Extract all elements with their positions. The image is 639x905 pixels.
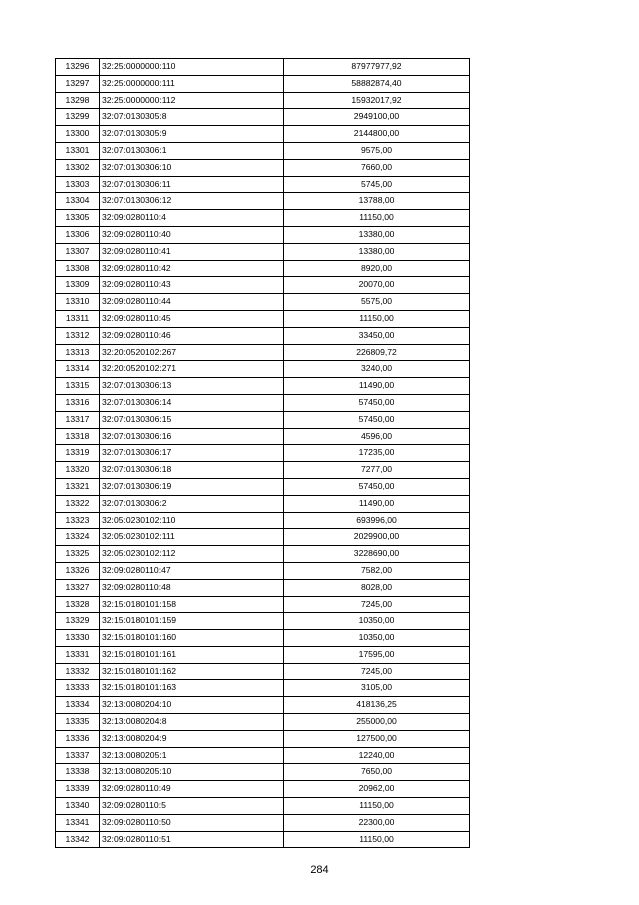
cadastral-number-cell: 32:05:0230102:112 xyxy=(100,546,284,563)
table-row xyxy=(56,126,470,143)
cadastral-number-cell: 32:07:0130306:18 xyxy=(100,462,284,479)
value-cell: 2144800,00 xyxy=(284,126,470,143)
cadastral-number-cell: 32:15:0180101:158 xyxy=(100,596,284,613)
cadastral-number-cell: 32:07:0130306:15 xyxy=(100,411,284,428)
row-number-cell: 13306 xyxy=(56,226,100,243)
row-number-cell: 13341 xyxy=(56,814,100,831)
table-row xyxy=(56,445,470,462)
value-cell: 15932017,92 xyxy=(284,92,470,109)
table-row xyxy=(56,59,470,76)
row-number-cell: 13312 xyxy=(56,327,100,344)
value-cell: 33450,00 xyxy=(284,327,470,344)
value-cell: 22300,00 xyxy=(284,814,470,831)
table-row xyxy=(56,92,470,109)
row-number-cell: 13327 xyxy=(56,579,100,596)
row-number-cell: 13324 xyxy=(56,529,100,546)
value-cell: 57450,00 xyxy=(284,394,470,411)
table-row xyxy=(56,310,470,327)
table-row xyxy=(56,75,470,92)
table-row xyxy=(56,142,470,159)
value-cell: 58882874,40 xyxy=(284,75,470,92)
row-number-cell: 13313 xyxy=(56,344,100,361)
cadastral-number-cell: 32:09:0280110:44 xyxy=(100,294,284,311)
row-number-cell: 13326 xyxy=(56,562,100,579)
row-number-cell: 13318 xyxy=(56,428,100,445)
table-row xyxy=(56,831,470,848)
value-cell: 10350,00 xyxy=(284,630,470,647)
value-cell: 10350,00 xyxy=(284,613,470,630)
table-row xyxy=(56,176,470,193)
table-row xyxy=(56,512,470,529)
cadastral-number-cell: 32:05:0230102:111 xyxy=(100,529,284,546)
row-number-cell: 13310 xyxy=(56,294,100,311)
cadastral-number-cell: 32:13:0080204:10 xyxy=(100,697,284,714)
row-number-cell: 13322 xyxy=(56,495,100,512)
row-number-cell: 13317 xyxy=(56,411,100,428)
table-row xyxy=(56,210,470,227)
table-row xyxy=(56,361,470,378)
value-cell: 8920,00 xyxy=(284,260,470,277)
value-cell: 17595,00 xyxy=(284,646,470,663)
value-cell: 7660,00 xyxy=(284,159,470,176)
cadastral-number-cell: 32:05:0230102:110 xyxy=(100,512,284,529)
table-row xyxy=(56,579,470,596)
row-number-cell: 13329 xyxy=(56,613,100,630)
table-row xyxy=(56,781,470,798)
table-row xyxy=(56,546,470,563)
row-number-cell: 13335 xyxy=(56,714,100,731)
table-row xyxy=(56,596,470,613)
cadastral-number-cell: 32:07:0130306:2 xyxy=(100,495,284,512)
row-number-cell: 13302 xyxy=(56,159,100,176)
table-row xyxy=(56,226,470,243)
row-number-cell: 13339 xyxy=(56,781,100,798)
table-row xyxy=(56,562,470,579)
value-cell: 127500,00 xyxy=(284,730,470,747)
data-table xyxy=(55,58,470,848)
cadastral-number-cell: 32:09:0280110:40 xyxy=(100,226,284,243)
row-number-cell: 13308 xyxy=(56,260,100,277)
row-number-cell: 13315 xyxy=(56,378,100,395)
value-cell: 13380,00 xyxy=(284,226,470,243)
table-row xyxy=(56,428,470,445)
row-number-cell: 13325 xyxy=(56,546,100,563)
value-cell: 57450,00 xyxy=(284,411,470,428)
table-row xyxy=(56,730,470,747)
row-number-cell: 13340 xyxy=(56,798,100,815)
cadastral-number-cell: 32:09:0280110:43 xyxy=(100,277,284,294)
value-cell: 57450,00 xyxy=(284,478,470,495)
row-number-cell: 13333 xyxy=(56,680,100,697)
table-row xyxy=(56,378,470,395)
value-cell: 2029900,00 xyxy=(284,529,470,546)
cadastral-number-cell: 32:07:0130305:8 xyxy=(100,109,284,126)
cadastral-number-cell: 32:09:0280110:42 xyxy=(100,260,284,277)
cadastral-number-cell: 32:25:0000000:112 xyxy=(100,92,284,109)
value-cell: 7277,00 xyxy=(284,462,470,479)
table-row xyxy=(56,764,470,781)
row-number-cell: 13311 xyxy=(56,310,100,327)
value-cell: 11150,00 xyxy=(284,310,470,327)
cadastral-number-cell: 32:13:0080204:9 xyxy=(100,730,284,747)
cadastral-number-cell: 32:09:0280110:50 xyxy=(100,814,284,831)
row-number-cell: 13321 xyxy=(56,478,100,495)
table-row xyxy=(56,814,470,831)
cadastral-number-cell: 32:20:0520102:271 xyxy=(100,361,284,378)
row-number-cell: 13332 xyxy=(56,663,100,680)
cadastral-number-cell: 32:09:0280110:46 xyxy=(100,327,284,344)
cadastral-number-cell: 32:09:0280110:48 xyxy=(100,579,284,596)
cadastral-number-cell: 32:09:0280110:4 xyxy=(100,210,284,227)
row-number-cell: 13316 xyxy=(56,394,100,411)
table-row xyxy=(56,159,470,176)
table-row xyxy=(56,243,470,260)
table-row xyxy=(56,663,470,680)
value-cell: 7245,00 xyxy=(284,596,470,613)
page-number: 284 xyxy=(310,864,329,876)
value-cell: 7650,00 xyxy=(284,764,470,781)
cadastral-number-cell: 32:07:0130306:19 xyxy=(100,478,284,495)
cadastral-number-cell: 32:07:0130306:17 xyxy=(100,445,284,462)
row-number-cell: 13303 xyxy=(56,176,100,193)
value-cell: 20962,00 xyxy=(284,781,470,798)
value-cell: 20070,00 xyxy=(284,277,470,294)
row-number-cell: 13320 xyxy=(56,462,100,479)
table-row xyxy=(56,714,470,731)
row-number-cell: 13330 xyxy=(56,630,100,647)
cadastral-number-cell: 32:07:0130306:13 xyxy=(100,378,284,395)
value-cell: 17235,00 xyxy=(284,445,470,462)
cadastral-number-cell: 32:07:0130306:12 xyxy=(100,193,284,210)
value-cell: 9575,00 xyxy=(284,142,470,159)
row-number-cell: 13309 xyxy=(56,277,100,294)
value-cell: 11490,00 xyxy=(284,378,470,395)
cadastral-number-cell: 32:25:0000000:110 xyxy=(100,59,284,76)
table-row xyxy=(56,529,470,546)
row-number-cell: 13328 xyxy=(56,596,100,613)
cadastral-number-cell: 32:07:0130306:14 xyxy=(100,394,284,411)
cadastral-number-cell: 32:09:0280110:5 xyxy=(100,798,284,815)
cadastral-number-cell: 32:09:0280110:45 xyxy=(100,310,284,327)
value-cell: 11150,00 xyxy=(284,798,470,815)
cadastral-number-cell: 32:13:0080205:10 xyxy=(100,764,284,781)
cadastral-number-cell: 32:15:0180101:161 xyxy=(100,646,284,663)
value-cell: 5745,00 xyxy=(284,176,470,193)
table-row xyxy=(56,697,470,714)
row-number-cell: 13323 xyxy=(56,512,100,529)
table-row xyxy=(56,109,470,126)
cadastral-number-cell: 32:15:0180101:162 xyxy=(100,663,284,680)
cadastral-number-cell: 32:13:0080205:1 xyxy=(100,747,284,764)
cadastral-number-cell: 32:09:0280110:49 xyxy=(100,781,284,798)
row-number-cell: 13334 xyxy=(56,697,100,714)
row-number-cell: 13307 xyxy=(56,243,100,260)
table-row xyxy=(56,327,470,344)
row-number-cell: 13338 xyxy=(56,764,100,781)
table-row xyxy=(56,630,470,647)
cadastral-number-cell: 32:09:0280110:51 xyxy=(100,831,284,848)
value-cell: 693996,00 xyxy=(284,512,470,529)
cadastral-number-cell: 32:20:0520102:267 xyxy=(100,344,284,361)
row-number-cell: 13314 xyxy=(56,361,100,378)
table-row xyxy=(56,747,470,764)
table-row xyxy=(56,462,470,479)
cadastral-number-cell: 32:25:0000000:111 xyxy=(100,75,284,92)
table-row xyxy=(56,294,470,311)
cadastral-number-cell: 32:13:0080204:8 xyxy=(100,714,284,731)
cadastral-number-cell: 32:07:0130306:11 xyxy=(100,176,284,193)
row-number-cell: 13299 xyxy=(56,109,100,126)
value-cell: 3105,00 xyxy=(284,680,470,697)
cadastral-number-cell: 32:07:0130306:10 xyxy=(100,159,284,176)
row-number-cell: 13319 xyxy=(56,445,100,462)
value-cell: 4596,00 xyxy=(284,428,470,445)
value-cell: 2949100,00 xyxy=(284,109,470,126)
table-body xyxy=(56,59,470,848)
value-cell: 13380,00 xyxy=(284,243,470,260)
table-row xyxy=(56,277,470,294)
row-number-cell: 13336 xyxy=(56,730,100,747)
row-number-cell: 13304 xyxy=(56,193,100,210)
row-number-cell: 13298 xyxy=(56,92,100,109)
value-cell: 3228690,00 xyxy=(284,546,470,563)
value-cell: 12240,00 xyxy=(284,747,470,764)
cadastral-number-cell: 32:07:0130306:16 xyxy=(100,428,284,445)
value-cell: 3240,00 xyxy=(284,361,470,378)
cadastral-number-cell: 32:07:0130306:1 xyxy=(100,142,284,159)
value-cell: 13788,00 xyxy=(284,193,470,210)
value-cell: 226809,72 xyxy=(284,344,470,361)
value-cell: 5575,00 xyxy=(284,294,470,311)
cadastral-number-cell: 32:15:0180101:163 xyxy=(100,680,284,697)
table-row xyxy=(56,344,470,361)
value-cell: 255000,00 xyxy=(284,714,470,731)
cadastral-number-cell: 32:15:0180101:159 xyxy=(100,613,284,630)
table-row xyxy=(56,478,470,495)
table-row xyxy=(56,411,470,428)
table-row xyxy=(56,613,470,630)
table-row xyxy=(56,646,470,663)
value-cell: 7582,00 xyxy=(284,562,470,579)
value-cell: 87977977,92 xyxy=(284,59,470,76)
cadastral-number-cell: 32:15:0180101:160 xyxy=(100,630,284,647)
value-cell: 8028,00 xyxy=(284,579,470,596)
value-cell: 418136,25 xyxy=(284,697,470,714)
row-number-cell: 13305 xyxy=(56,210,100,227)
table-row xyxy=(56,798,470,815)
table-row xyxy=(56,495,470,512)
table-row xyxy=(56,394,470,411)
value-cell: 11150,00 xyxy=(284,210,470,227)
value-cell: 11150,00 xyxy=(284,831,470,848)
row-number-cell: 13297 xyxy=(56,75,100,92)
row-number-cell: 13301 xyxy=(56,142,100,159)
value-cell: 11490,00 xyxy=(284,495,470,512)
row-number-cell: 13337 xyxy=(56,747,100,764)
cadastral-number-cell: 32:07:0130305:9 xyxy=(100,126,284,143)
cadastral-number-cell: 32:09:0280110:47 xyxy=(100,562,284,579)
row-number-cell: 13300 xyxy=(56,126,100,143)
table-row xyxy=(56,260,470,277)
row-number-cell: 13296 xyxy=(56,59,100,76)
cadastral-number-cell: 32:09:0280110:41 xyxy=(100,243,284,260)
table-row xyxy=(56,193,470,210)
value-cell: 7245,00 xyxy=(284,663,470,680)
table-row xyxy=(56,680,470,697)
row-number-cell: 13331 xyxy=(56,646,100,663)
row-number-cell: 13342 xyxy=(56,831,100,848)
